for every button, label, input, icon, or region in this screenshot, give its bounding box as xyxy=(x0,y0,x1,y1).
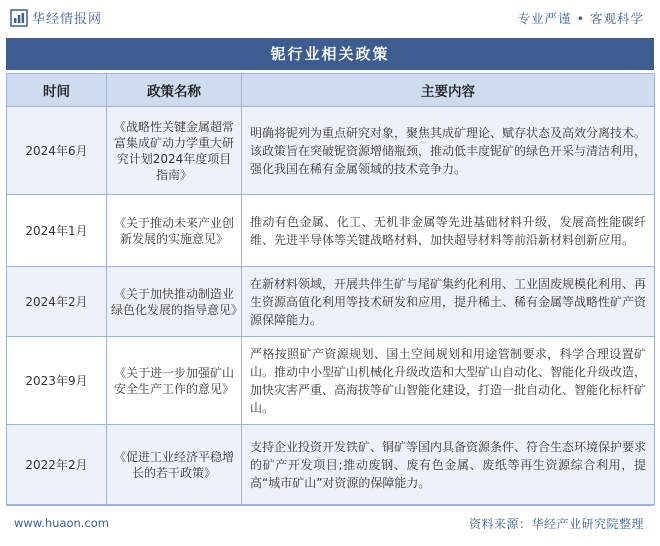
cell-main-content: 严格按照矿产资源规划、国土空间规划和用途管制要求，科学合理设置矿山。推动中小型矿山机械化升级改造和大型矿山自动化、智能化升级改造，加快灾害严重、高海拔等矿山智能化建设，打造一批自动化、智能化标杆矿山。 xyxy=(242,337,655,425)
cell-time: 2022年2月 xyxy=(7,425,107,505)
table-row xyxy=(7,107,655,195)
logo-icon xyxy=(10,9,28,27)
cell-policy-name: 《战略性关键金属超常富集成矿动力学重大研究计划2024年度项目指南》 xyxy=(107,107,242,195)
cell-main-content: 推动有色金属、化工、无机非金属等先进基础材料升级，发展高性能碳纤维、先进半导体等关键战略材料，加快超导材料等前沿新材料创新应用。 xyxy=(242,195,655,267)
cell-policy-name: 《促进工业经济平稳增长的若干政策》 xyxy=(107,425,242,505)
footer-divider xyxy=(6,505,654,506)
cell-time: 2024年1月 xyxy=(7,195,107,267)
column-header-time: 时间 xyxy=(7,74,107,107)
page-title: 铌行业相关政策 xyxy=(6,38,654,70)
footer-source: 资料来源：华经产业研究院整理 xyxy=(468,517,644,531)
brand-logo xyxy=(10,8,102,27)
tagline: 专业严谨 • 客观科学 xyxy=(517,11,644,26)
column-header-policy-name: 政策名称 xyxy=(107,74,242,107)
top-bar xyxy=(0,0,660,36)
column-header-main-content: 主要内容 xyxy=(242,74,655,107)
cell-time: 2023年9月 xyxy=(7,337,107,425)
logo-text: 华经情报网 xyxy=(32,12,103,27)
table-row xyxy=(7,337,655,425)
cell-policy-name: 《关于进一步加强矿山安全生产工作的意见》 xyxy=(107,337,242,425)
footer xyxy=(0,508,660,546)
table-row xyxy=(7,195,655,267)
cell-time: 2024年2月 xyxy=(7,267,107,337)
cell-policy-name: 《关于加快推动制造业绿色化发展的指导意见》 xyxy=(107,267,242,337)
cell-main-content: 支持企业投资开发铁矿、铜矿等国内具备资源条件、符合生态环境保护要求的矿产开发项目;推动废钢、废有色金属、废纸等再生资源综合利用，提高“城市矿山”对资源的保障能力。 xyxy=(242,425,655,505)
policy-table xyxy=(6,73,655,505)
table-row xyxy=(7,425,655,505)
cell-main-content: 在新材料领域，开展共伴生矿与尾矿集约化利用、工业固废规模化利用、再生资源高值化利用等技术研发和应用，提升稀土、稀有金属等战略性矿产资源保障能力。 xyxy=(242,267,655,337)
footer-url: www.huaon.com xyxy=(14,516,109,530)
table-header-row xyxy=(7,74,655,107)
cell-policy-name: 《关于推动未来产业创新发展的实施意见》 xyxy=(107,195,242,267)
cell-main-content: 明确将铌列为重点研究对象，聚焦其成矿理论、赋存状态及高效分离技术。该政策旨在突破铌资源增储瓶颈，推动低丰度铌矿的绿色开采与清洁利用，强化我国在稀有金属领域的技术竞争力。 xyxy=(242,107,655,195)
cell-time: 2024年6月 xyxy=(7,107,107,195)
table-row xyxy=(7,267,655,337)
